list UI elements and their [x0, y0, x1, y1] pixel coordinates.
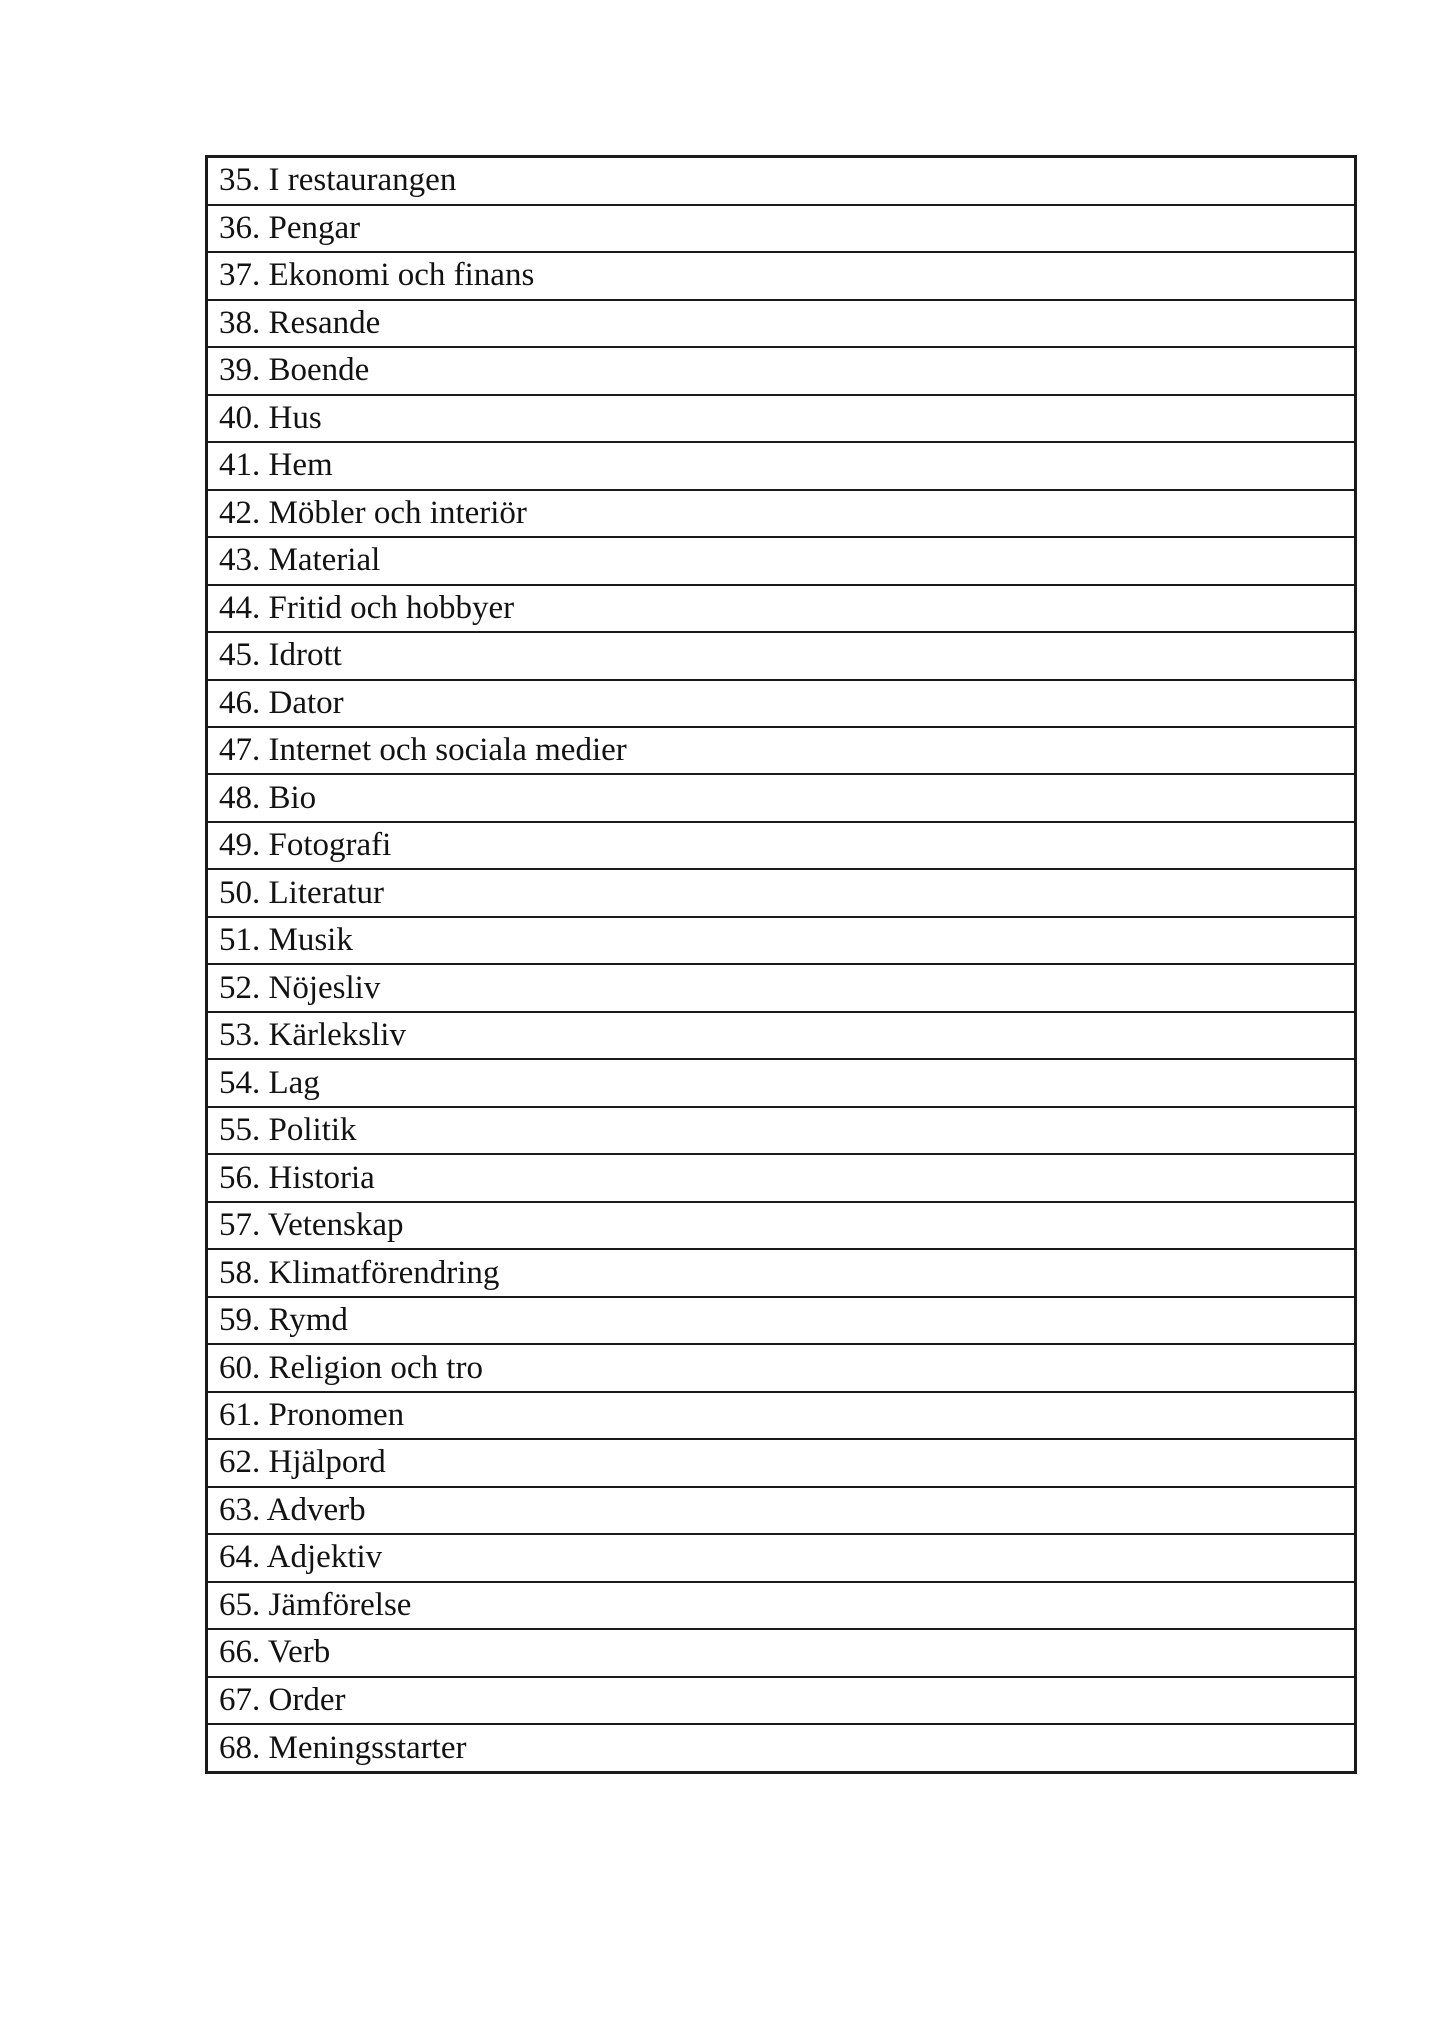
topic-cell: 56. Historia — [207, 1154, 1356, 1201]
topic-cell: 36. Pengar — [207, 205, 1356, 252]
topic-cell: 63. Adverb — [207, 1487, 1356, 1534]
topic-cell: 49. Fotografi — [207, 822, 1356, 869]
topic-cell: 35. I restaurangen — [207, 157, 1356, 205]
table-row — [207, 1202, 1356, 1249]
topic-cell: 45. Idrott — [207, 632, 1356, 679]
topic-cell: 57. Vetenskap — [207, 1202, 1356, 1249]
topic-cell: 38. Resande — [207, 300, 1356, 347]
topic-cell: 41. Hem — [207, 442, 1356, 489]
table-row — [207, 395, 1356, 442]
table-row — [207, 442, 1356, 489]
table-row — [207, 1724, 1356, 1772]
topic-cell: 53. Kärleksliv — [207, 1012, 1356, 1059]
table-row — [207, 252, 1356, 299]
topic-cell: 44. Fritid och hobbyer — [207, 585, 1356, 632]
table-row — [207, 300, 1356, 347]
table-row — [207, 537, 1356, 584]
topic-cell: 39. Boende — [207, 347, 1356, 394]
topic-cell: 42. Möbler och interiör — [207, 490, 1356, 537]
table-row — [207, 585, 1356, 632]
topic-cell: 40. Hus — [207, 395, 1356, 442]
table-row — [207, 917, 1356, 964]
table-row — [207, 1677, 1356, 1724]
topic-cell: 46. Dator — [207, 680, 1356, 727]
table-row — [207, 1297, 1356, 1344]
topic-cell: 48. Bio — [207, 774, 1356, 821]
table-row — [207, 964, 1356, 1011]
topic-cell: 43. Material — [207, 537, 1356, 584]
table-row — [207, 680, 1356, 727]
topic-cell: 61. Pronomen — [207, 1392, 1356, 1439]
table-row — [207, 1154, 1356, 1201]
topic-cell: 55. Politik — [207, 1107, 1356, 1154]
topic-cell: 68. Meningsstarter — [207, 1724, 1356, 1772]
topic-cell: 59. Rymd — [207, 1297, 1356, 1344]
table-row — [207, 1012, 1356, 1059]
table-row — [207, 774, 1356, 821]
table-row — [207, 1344, 1356, 1391]
table-row — [207, 490, 1356, 537]
table-row — [207, 1487, 1356, 1534]
topic-cell: 47. Internet och sociala medier — [207, 727, 1356, 774]
topic-cell: 52. Nöjesliv — [207, 964, 1356, 1011]
table-row — [207, 1582, 1356, 1629]
topic-cell: 60. Religion och tro — [207, 1344, 1356, 1391]
topic-cell: 65. Jämförelse — [207, 1582, 1356, 1629]
table-row — [207, 1392, 1356, 1439]
topic-cell: 64. Adjektiv — [207, 1534, 1356, 1581]
topic-cell: 54. Lag — [207, 1059, 1356, 1106]
table-row — [207, 1059, 1356, 1106]
table-row — [207, 632, 1356, 679]
topics-table — [205, 155, 1357, 1774]
table-row — [207, 1439, 1356, 1486]
table-row — [207, 822, 1356, 869]
table-row — [207, 1534, 1356, 1581]
table-row — [207, 1249, 1356, 1296]
topic-cell: 51. Musik — [207, 917, 1356, 964]
topic-cell: 37. Ekonomi och finans — [207, 252, 1356, 299]
table-row — [207, 1107, 1356, 1154]
topic-cell: 58. Klimatförendring — [207, 1249, 1356, 1296]
topic-cell: 67. Order — [207, 1677, 1356, 1724]
table-row — [207, 727, 1356, 774]
table-row — [207, 205, 1356, 252]
table-row — [207, 347, 1356, 394]
table-row — [207, 869, 1356, 916]
table-row — [207, 1629, 1356, 1676]
topic-cell: 66. Verb — [207, 1629, 1356, 1676]
table-row — [207, 157, 1356, 205]
topic-cell: 62. Hjälpord — [207, 1439, 1356, 1486]
topics-table-body — [207, 157, 1356, 1773]
topic-cell: 50. Literatur — [207, 869, 1356, 916]
